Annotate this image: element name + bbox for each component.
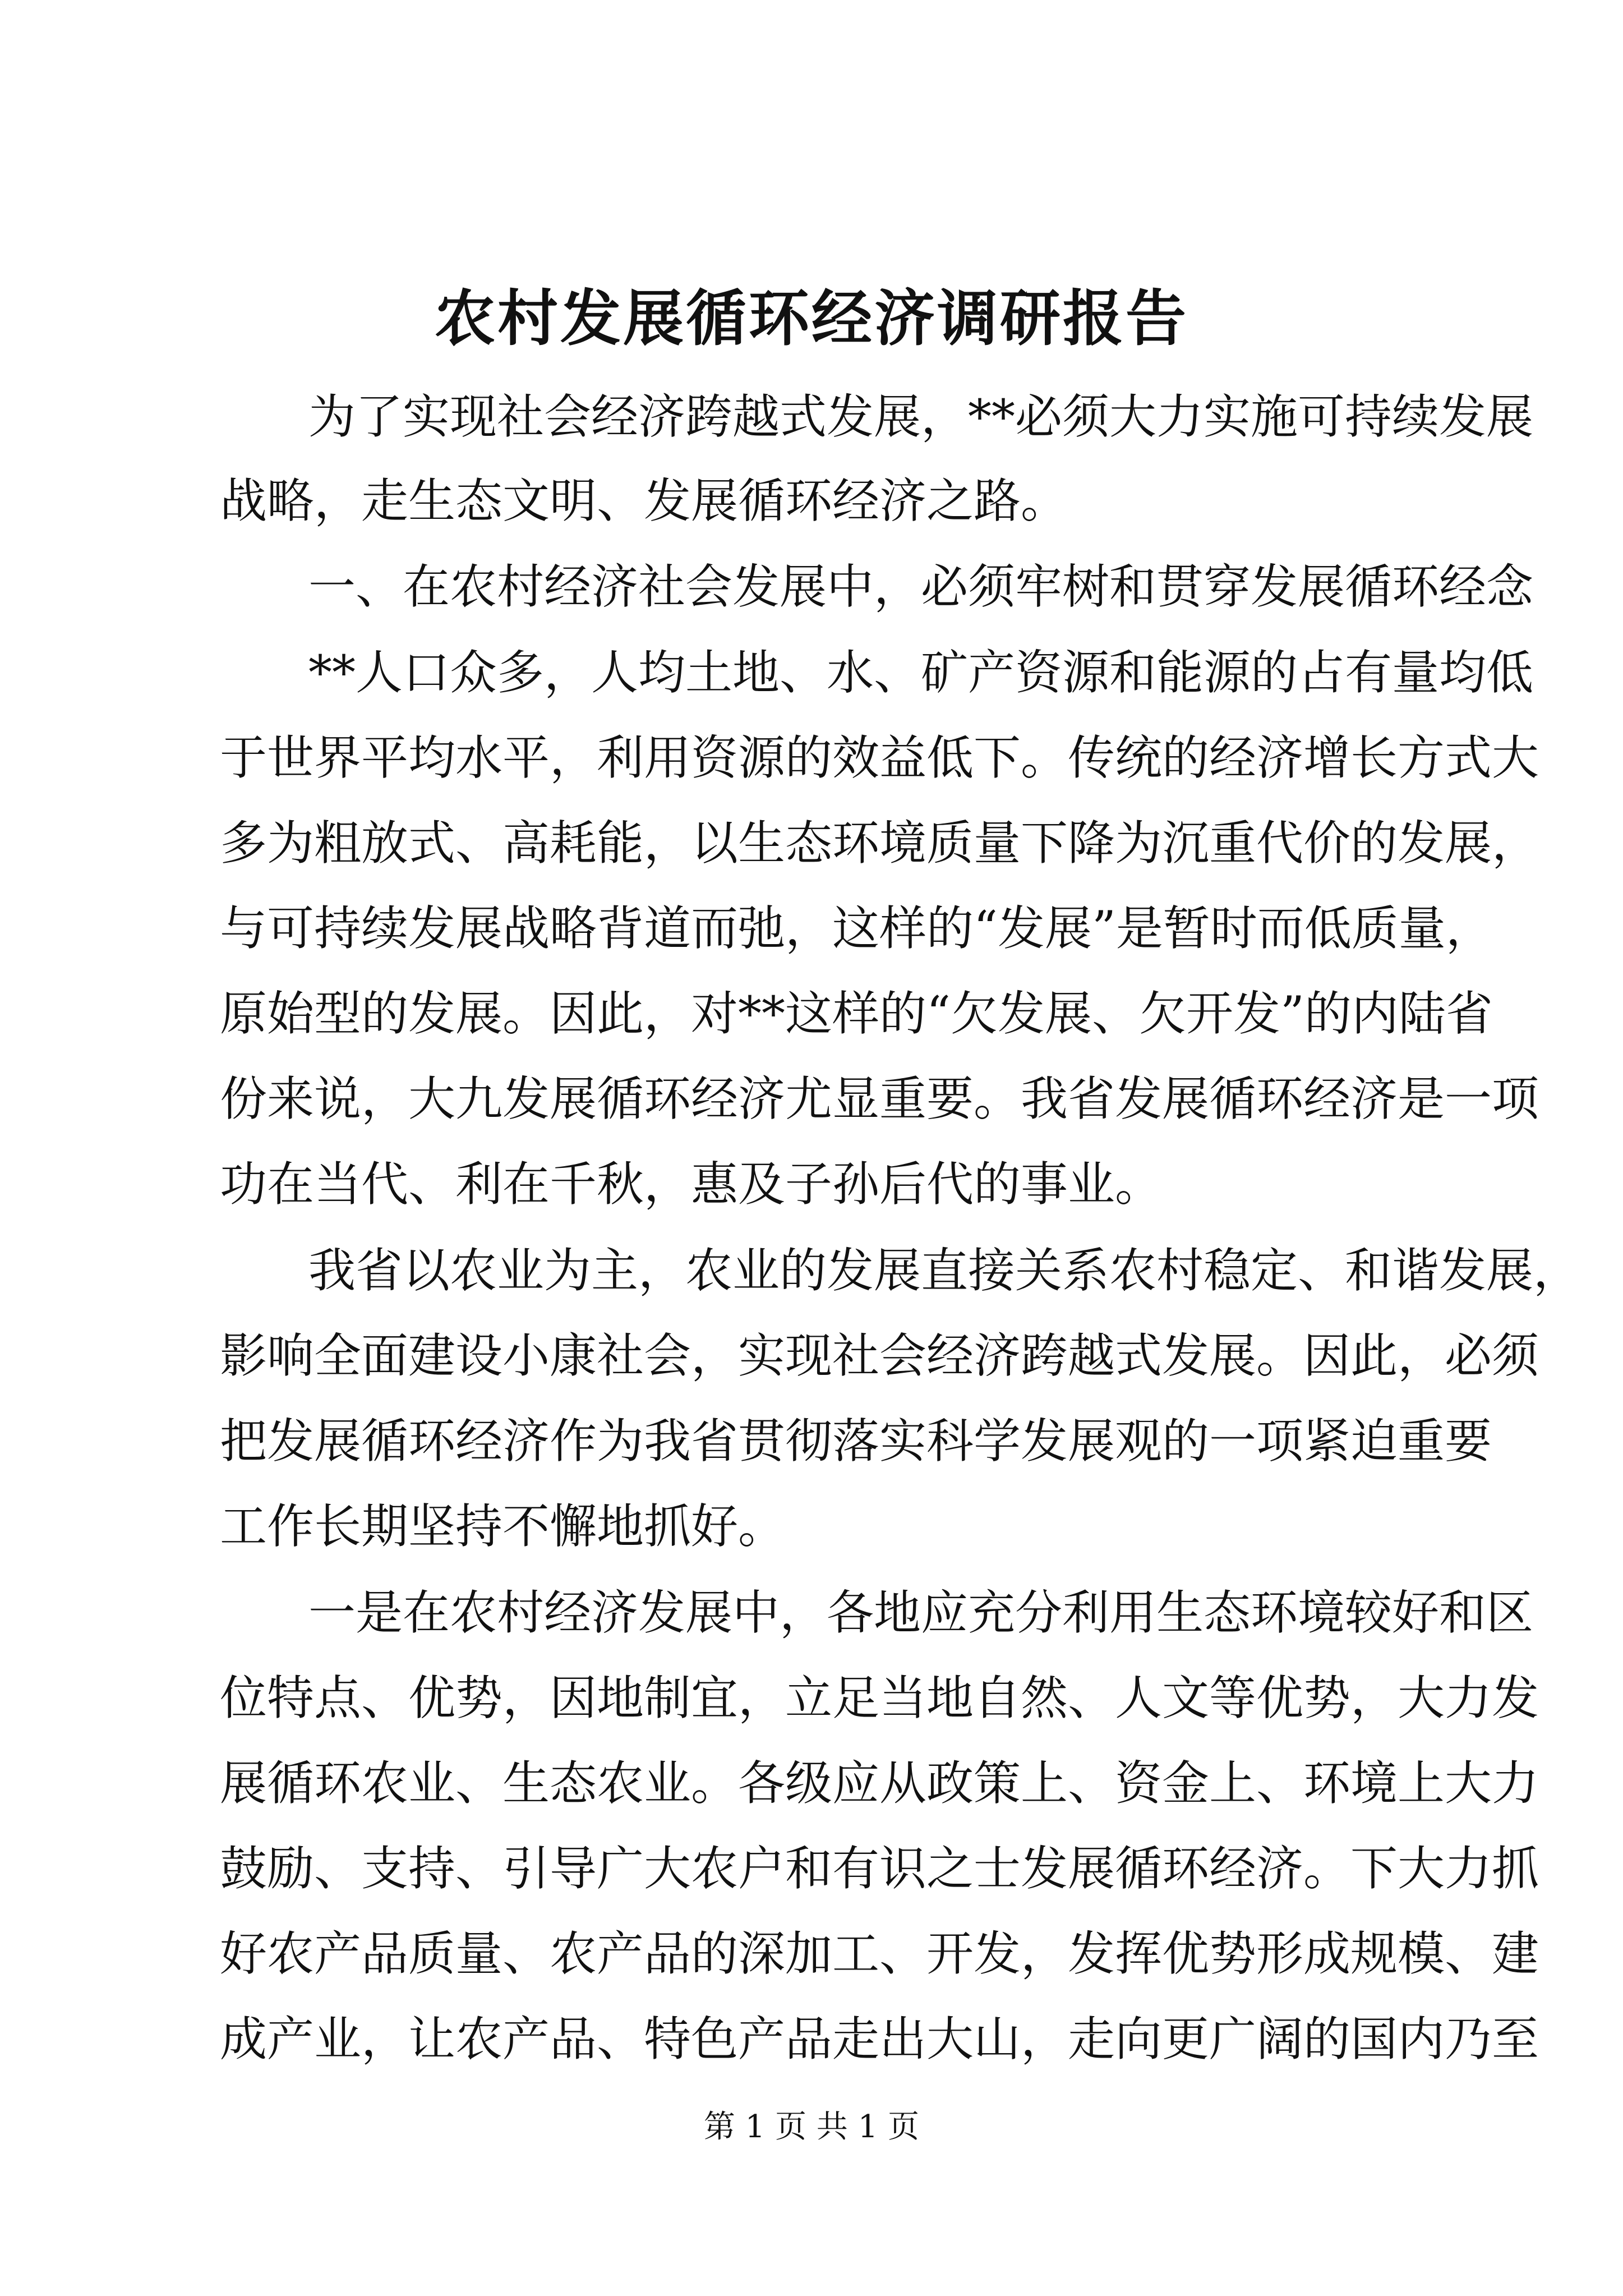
section-heading: 一、在农村经济社会发展中，必须牢树和贯穿发展循环经念 (308, 559, 1534, 614)
body-line: **人口众多，人均土地、水、矿产资源和能源的占有量均低 (308, 645, 1534, 700)
body-line: 工作长期坚持不懈地抓好。 (220, 1499, 786, 1554)
body-line: 多为粗放式、高耗能，以生态环境质量下降为沉重代价的发展， (220, 816, 1539, 871)
body-line: 战略，走生态文明、发展循环经济之路。 (220, 473, 1068, 528)
page-number-footer: 第 1 页 共 1 页 (703, 2109, 920, 2145)
body-line: 好农产品质量、农产品的深加工、开发，发挥优势形成规模、建 (220, 1926, 1539, 1981)
body-line: 原始型的发展。因此，对**这样的“欠发展、欠开发”的内陆省 (220, 986, 1493, 1041)
body-line: 鼓励、支持、引导广大农户和有识之士发展循环经济。下大力抓 (220, 1841, 1539, 1896)
body-line: 份来说，大九发展循环经济尤显重要。我省发展循环经济是一项 (220, 1071, 1539, 1126)
body-line: 与可持续发展战略背道而弛，这样的“发展”是暂时而低质量， (220, 901, 1493, 956)
body-line: 把发展循环经济作为我省贯彻落实科学发展观的一项紧迫重要 (220, 1414, 1492, 1469)
body-line: 为了实现社会经济跨越式发展，**必须大力实施可持续发展 (308, 389, 1534, 444)
document-title: 农村发展循环经济调研报告 (434, 283, 1188, 354)
body-line: 成产业，让农产品、特色产品走出大山，走向更广阔的国内乃至 (220, 2012, 1539, 2067)
body-line: 于世界平均水平，利用资源的效益低下。传统的经济增长方式大 (220, 730, 1539, 785)
body-line: 一是在农村经济发展中，各地应充分利用生态环境较好和区 (308, 1585, 1534, 1640)
body-line: 影响全面建设小康社会，实现社会经济跨越式发展。因此，必须 (220, 1328, 1539, 1383)
body-line: 功在当代、利在千秋，惠及子孙后代的事业。 (220, 1157, 1163, 1212)
body-line: 我省以农业为主，农业的发展直接关系农村稳定、和谐发展， (308, 1243, 1581, 1298)
body-line: 位特点、优势，因地制宜，立足当地自然、人文等优势，大力发 (220, 1671, 1539, 1726)
body-line: 展循环农业、生态农业。各级应从政策上、资金上、环境上大力 (220, 1756, 1539, 1811)
